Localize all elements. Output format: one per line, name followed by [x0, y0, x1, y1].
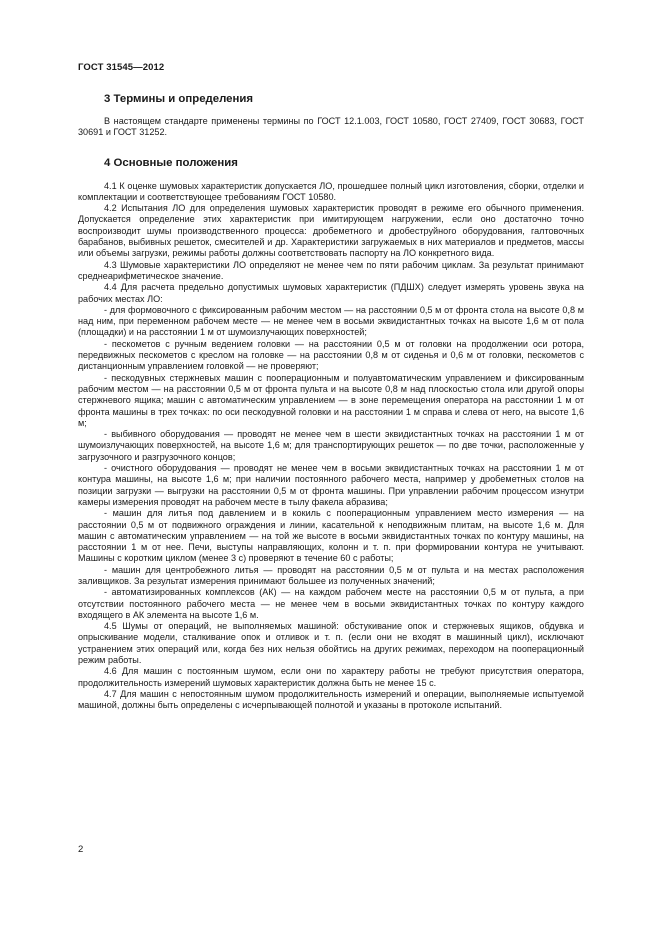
- list-item-cleaning: - очистного оборудования — проводят не менее чем в восьми эквидистантных точках на расстоянии 1 м от контура машины, на высоте 1,6 м; при наличии постоянного рабочего места, например у дробеметных столов на позиции загрузки — выгрузки на расстоянии 0,5 м от фронта машины. При управлении рабочим процессом изнутри камеры измерения проводят на рабочем месте в тылу факела абразива;: [78, 463, 584, 507]
- list-item-knockout: - выбивного оборудования — проводят не менее чем в шести эквидистантных точках на расстоянии 1 м от шумоизлучающих поверхностей, на высоте 1,6 м; для транспортирующих решеток — по две точки, расположенные у загрузочного и разгрузочного концов;: [78, 429, 584, 462]
- section-3-heading: 3 Термины и определения: [104, 93, 254, 105]
- paragraph-4-7: 4.7 Для машин с непостоянным шумом продолжительность измерений и операции, выполняемые испытуемой машиной, должны быть определены с исчерпывающей полнотой и указаны в протоколе испытаний.: [78, 688, 584, 711]
- list-item-centrifugal: - машин для центробежного литья — проводят на расстоянии 0,5 м от пульта и на местах расположения заливщиков. За результат измерения принимают большее из полученных значений;: [78, 564, 584, 586]
- document-header: ГОСТ 31545—2012: [78, 62, 165, 73]
- paragraph-4-2: 4.2 Испытания ЛО для определения шумовых характеристик проводят в режиме его обычного применения. Допускается определение этих характеристик при имитирующем нагружении, если оно достаточно точно воспроизводит шумы производственного процесса: дробеметного и дробеструйного оборудования, галтовочных барабанов, выбивных решеток, смесителей и др. Характеристики загружаемых в них материалов и предметов, массы или объемы загрузки, режимы работы должны соответствовать паспорту на ЛО конкретного вида.: [78, 203, 584, 259]
- paragraph-4-1: 4.1 К оценке шумовых характеристик допускается ЛО, прошедшее полный цикл изготовления, сборки, отделки и комплектации и соответствующее требованиям ГОСТ 10580.: [78, 180, 584, 202]
- page-number: 2: [78, 844, 84, 855]
- list-item-moulding: - для формовочного с фиксированным рабочим местом — на расстоянии 0,5 м от фронта стола на высоте 0,8 м над ним, при переменном рабочем месте — не менее чем в восьми эквидистантных точках на высоте 1,6 м от пола (площадки) и на расстоянии 1 м от шумоизлучающих поверхностей;: [78, 304, 584, 338]
- list-item-sand-slingers: - пескометов с ручным ведением головки — на расстоянии 0,5 м от головки на продолжении оси ротора, передвижных пескометов с креслом на головке — на расстоянии 0,8 м от сиденья и 0,6 м от головки, пескометов с дистанционным управлением головкой — не проверяют;: [78, 338, 584, 372]
- paragraph-4-3: 4.3 Шумовые характеристики ЛО определяют не менее чем по пяти рабочим циклам. За результат принимают среднеарифметическое значение.: [78, 259, 584, 281]
- page-content: [78, 92, 584, 712]
- list-item-core-blowers: - пескодувных стержневых машин с пооперационным и полуавтоматическим управлением и фиксированным рабочим местом — на расстоянии 0,5 м от фронта пульта и на высоте 0,8 м над плоскостью стола или другой опоры стержневого ящика; машин с автоматическим управлением — в зоне перемещения оператора на расстоянии 1 м от фронта машины в трех точках: по оси пескодувной головки и на расстоянии 1 м справа и слева от него, на высоте 1,6 м;: [78, 372, 584, 428]
- paragraph-4-4: 4.4 Для расчета предельно допустимых шумовых характеристик (ПДШХ) следует измерять уровень звука на рабочих местах ЛО:: [78, 282, 584, 304]
- paragraph-4-6: 4.6 Для машин с постоянным шумом, если они по характеру работы не требуют присутствия оператора, продолжительность измерений шумовых характеристик должна быть не менее 15 с.: [78, 666, 584, 688]
- paragraph-4-5: 4.5 Шумы от операций, не выполняемых машиной: обстукивание опок и стержневых ящиков, обдувка и опрыскивание модели, сталкивание опок и отливок и т. п. (если они не входят в машинный цикл), исключают устранением этих операций или, когда без них нельзя обойтись на других режимах, переходом на пооперационный режим работы.: [78, 621, 584, 666]
- section-4-heading: 4 Основные положения: [104, 156, 238, 169]
- section-3-text: В настоящем стандарте применены термины по ГОСТ 12.1.003, ГОСТ 10580, ГОСТ 27409, ГОСТ 30683, ГОСТ 30691 и ГОСТ 31252.: [78, 116, 584, 138]
- list-item-die-casting: - машин для литья под давлением и в кокиль с пооперационным управлением место измерения — на расстоянии 0,5 м от подвижного ограждения и линии, касательной к неподвижным плитам, на высоте 1,6 м. Для машин с автоматическим управлением — на той же высоте в восьми эквидистантных точках по контуру машины, на расстоянии 1 м от нее. Печи, выступы направляющих, колонн и т. п. при формировании контура не учитывают. Машины с коротким циклом (менее 3 с) проверяют в течение 60 с работы;: [78, 508, 584, 564]
- list-item-automated-complexes: - автоматизированных комплексов (АК) — на каждом рабочем месте на расстоянии 0,5 м от пульта, а при отсутствии постоянного рабочего места — не менее чем в восьми эквидистантных точках по контуру каждого входящего в АК элемента на высоте 1,6 м.: [78, 587, 584, 620]
